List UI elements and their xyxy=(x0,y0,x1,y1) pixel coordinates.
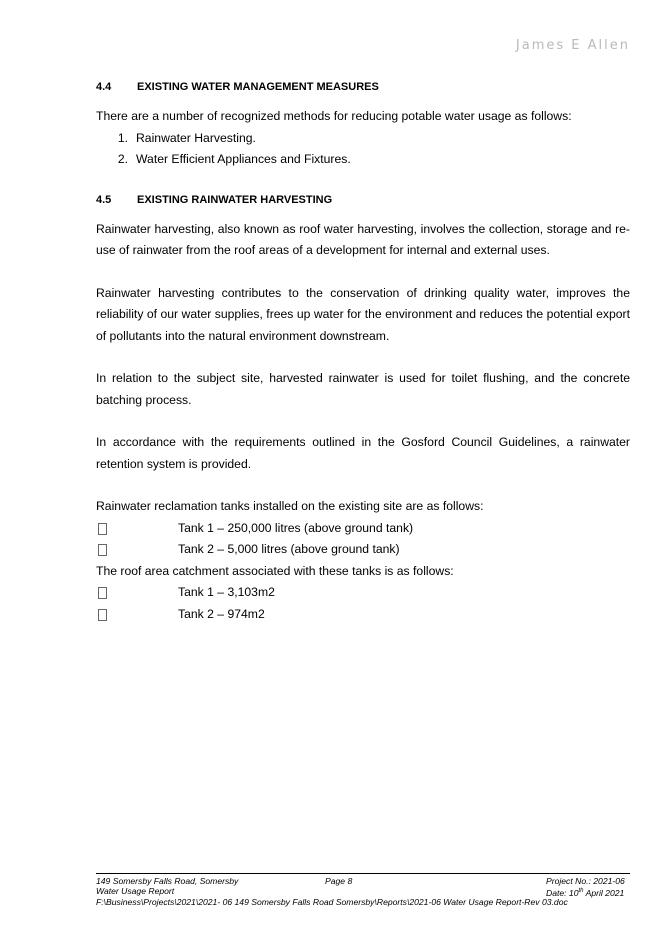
section-intro: There are a number of recognized methods for reducing potable water usage as follows: xyxy=(96,109,572,123)
list-text: Water Efficient Appliances and Fixtures. xyxy=(136,152,351,166)
paragraph: Rainwater harvesting, also known as roof water harvesting, involves the collection, storage and re-use of rainwater from the roof areas of a development for internal and external uses. xyxy=(96,221,630,257)
footer-page-number: Page 8 xyxy=(325,876,353,886)
catchment-text: Tank 2 – 974m2 xyxy=(178,606,265,621)
section-number: 4.4 xyxy=(96,81,112,93)
section-heading-4-4 xyxy=(96,80,630,94)
bullet-box-icon xyxy=(98,587,107,599)
page-content xyxy=(96,80,630,625)
section-number: 4.5 xyxy=(96,193,112,206)
footer-date: Date: 10th April 2021 xyxy=(546,887,625,898)
list-number: 1. xyxy=(117,130,128,145)
section-heading-4-5 xyxy=(96,193,630,207)
paragraph: Rainwater reclamation tanks installed on the existing site are as follows: xyxy=(96,499,484,513)
catchment-intro: The roof area catchment associated with these tanks is as follows: xyxy=(96,563,454,578)
paragraph: In relation to the subject site, harvested rainwater is used for toilet flushing, and the concrete batching process. xyxy=(96,371,630,407)
list-item xyxy=(96,128,630,150)
tank-text: Tank 2 – 5,000 litres (above ground tank) xyxy=(178,542,400,556)
paragraph: In accordance with the requirements outlined in the Gosford Council Guidelines, a rainwater retention system is provided. xyxy=(96,435,630,471)
page-footer xyxy=(96,873,630,907)
tank-text: Tank 1 – 250,000 litres (above ground tank) xyxy=(178,520,414,535)
list-item xyxy=(96,149,630,171)
footer-project-number: Project No.: 2021-06 xyxy=(546,876,625,886)
methods-list xyxy=(96,128,630,171)
tank-list-item xyxy=(96,518,630,540)
bullet-box-icon xyxy=(98,544,107,556)
bullet-box-icon xyxy=(98,523,107,535)
catchment-text: Tank 1 – 3,103m2 xyxy=(178,585,275,599)
paragraph: Rainwater harvesting contributes to the conservation of drinking quality water, improves the reliability of our water supplies, frees up water for the environment and reduces the potential export of pollutants into the natural environment downstream. xyxy=(96,285,630,343)
section-title: EXISTING WATER MANAGEMENT MEASURES xyxy=(137,81,379,93)
footer-row xyxy=(96,877,630,887)
list-number: 2. xyxy=(117,152,128,166)
footer-report-name: Water Usage Report xyxy=(96,885,175,896)
catchment-list-item xyxy=(96,604,630,626)
tank-list-item xyxy=(96,539,630,561)
catchment-list-item xyxy=(96,582,630,604)
list-text: Rainwater Harvesting. xyxy=(136,130,256,145)
footer-address: 149 Somersby Falls Road, Somersby xyxy=(96,876,239,886)
brand-logo-text: James E Allen xyxy=(515,38,630,53)
footer-file-path: F:\Business\Projects\2021\2021- 06 149 Somersby Falls Road Somersby\Reports\2021-06 Water Usage Report-Rev 03.doc xyxy=(96,896,568,907)
section-title: EXISTING RAINWATER HARVESTING xyxy=(137,193,333,206)
bullet-box-icon xyxy=(98,609,107,621)
